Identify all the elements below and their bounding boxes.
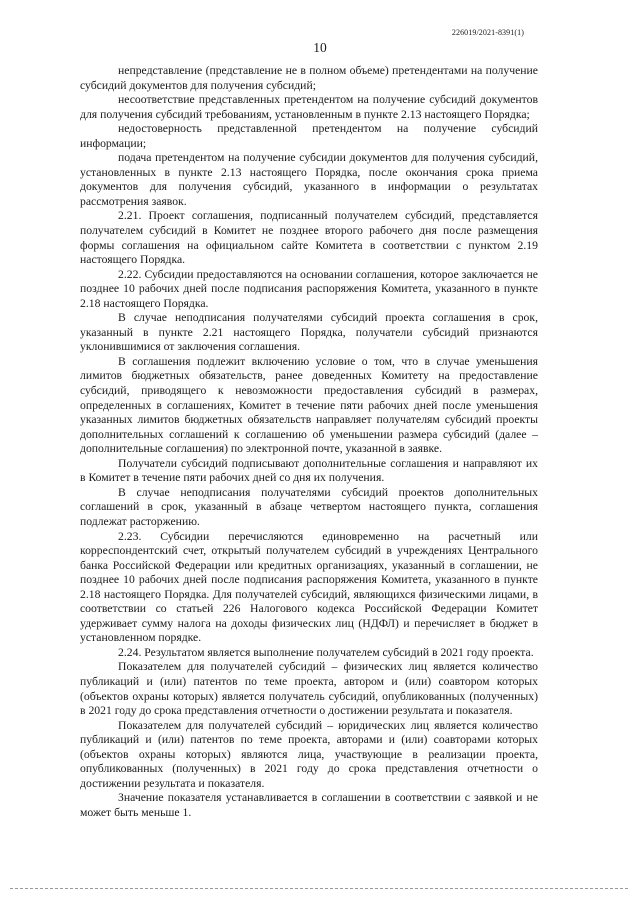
scan-edge-divider: [10, 888, 628, 889]
paragraph-clause-2-22: 2.22. Субсидии предоставляются на основании соглашения, которое заключается не позднее 10 рабочих дней после подписания распоряжения Комитета, указанного в пункте 2.18 настоящего Порядка.: [80, 267, 538, 310]
paragraph: В случае неподписания получателями субсидий проекта соглашения в срок, указанный в пункте 2.21 настоящего Порядка, получатели субсидий признаются уклонившимися от заключения соглашения.: [80, 311, 538, 354]
paragraph: Показателем для получателей субсидий – физических лиц является количество публикаций и (или) патентов по теме проекта, автором и (или) соавтором которых (объектов охраны которых) является получатель субсидий, опубликованных (полученных) в 2021 году до срока представления отчетности о достижении результата и показателя.: [80, 660, 538, 718]
paragraph: непредставление (представление не в полном объеме) претендентами на получение субсидий документов для получения субсидий;: [80, 64, 538, 92]
paragraph: В соглашения подлежит включению условие о том, что в случае уменьшения лимитов бюджетных обязательств, ранее доведенных Комитету на предоставление субсидий, приводящего к невозможности предоставления субсидий в размерах, определенных в соглашениях, Комитет в течение пяти рабочих дней после уменьшения указанных лимитов бюджетных обязательств направляет получателям субсидий проекты дополнительных соглашений к соглашению об уменьшении размера субсидий (далее – дополнительные соглашения) по электронной почте, указанной в заявке.: [80, 354, 538, 456]
paragraph: Получатели субсидий подписывают дополнительные соглашения и направляют их в Комитет в течение пяти рабочих дней со дня их получения.: [80, 456, 538, 485]
paragraph-clause-2-24: 2.24. Результатом является выполнение получателем субсидий в 2021 году проекта.: [118, 645, 534, 659]
paragraph: В случае неподписания получателями субсидий проектов дополнительных соглашений в срок, указанный в абзаце четвертом настоящего пункта, соглашения подлежат расторжению.: [80, 485, 538, 528]
paragraph: несоответствие представленных претендентом на получение субсидий документов для получения субсидий требованиям, установленным в пункте 2.13 настоящего Порядка;: [80, 93, 538, 121]
document-body: [80, 64, 538, 820]
paragraph: Показателем для получателей субсидий – юридических лиц является количество публикаций и (или) патентов по теме проекта, авторами и (или) соавторами которых (объектов охраны которых) являются лица, участвующие в реализации проекта, опубликованных (полученных) в 2021 году до срока представления отчетности о достижении результата и показателя.: [80, 718, 538, 790]
paragraph-clause-2-21: 2.21. Проект соглашения, подписанный получателем субсидий, представляется получателем субсидий в Комитет не позднее второго рабочего дня после размещения формы соглашения на официальном сайте Комитета в соответствии с пунктом 2.19 настоящего Порядка.: [80, 209, 538, 267]
page-number: 10: [313, 40, 327, 55]
paragraph: недостоверность представленной претендентом на получение субсидий информации;: [80, 122, 538, 150]
paragraph: подача претендентом на получение субсидии документов для получения субсидий, установленных в пункте 2.13 настоящего Порядка, после окончания срока приема документов для получения субсидий, указанного в информации о результатах рассмотрения заявок.: [80, 151, 538, 208]
document-registration-number: 226019/2021-8391(1): [451, 28, 524, 37]
paragraph-clause-2-23: 2.23. Субсидии перечисляются единовременно на расчетный или корреспондентский счет, открытый получателем субсидий в учреждениях Центрального банка Российской Федерации или кредитных организациях, указанный в соглашении, не позднее 10 рабочих дней после подписания распоряжения Комитета, указанного в пункте 2.18 настоящего Порядка. Для получателей субсидий, являющихся физическими лицами, в соответствии со статьей 226 Налогового кодекса Российской Федерации Комитет удерживает сумму налога на доходы физических лиц (НДФЛ) и перечисляет в бюджет в установленном порядке.: [80, 529, 538, 645]
paragraph: Значение показателя устанавливается в соглашении в соответствии с заявкой и не может быть меньше 1.: [80, 791, 538, 819]
